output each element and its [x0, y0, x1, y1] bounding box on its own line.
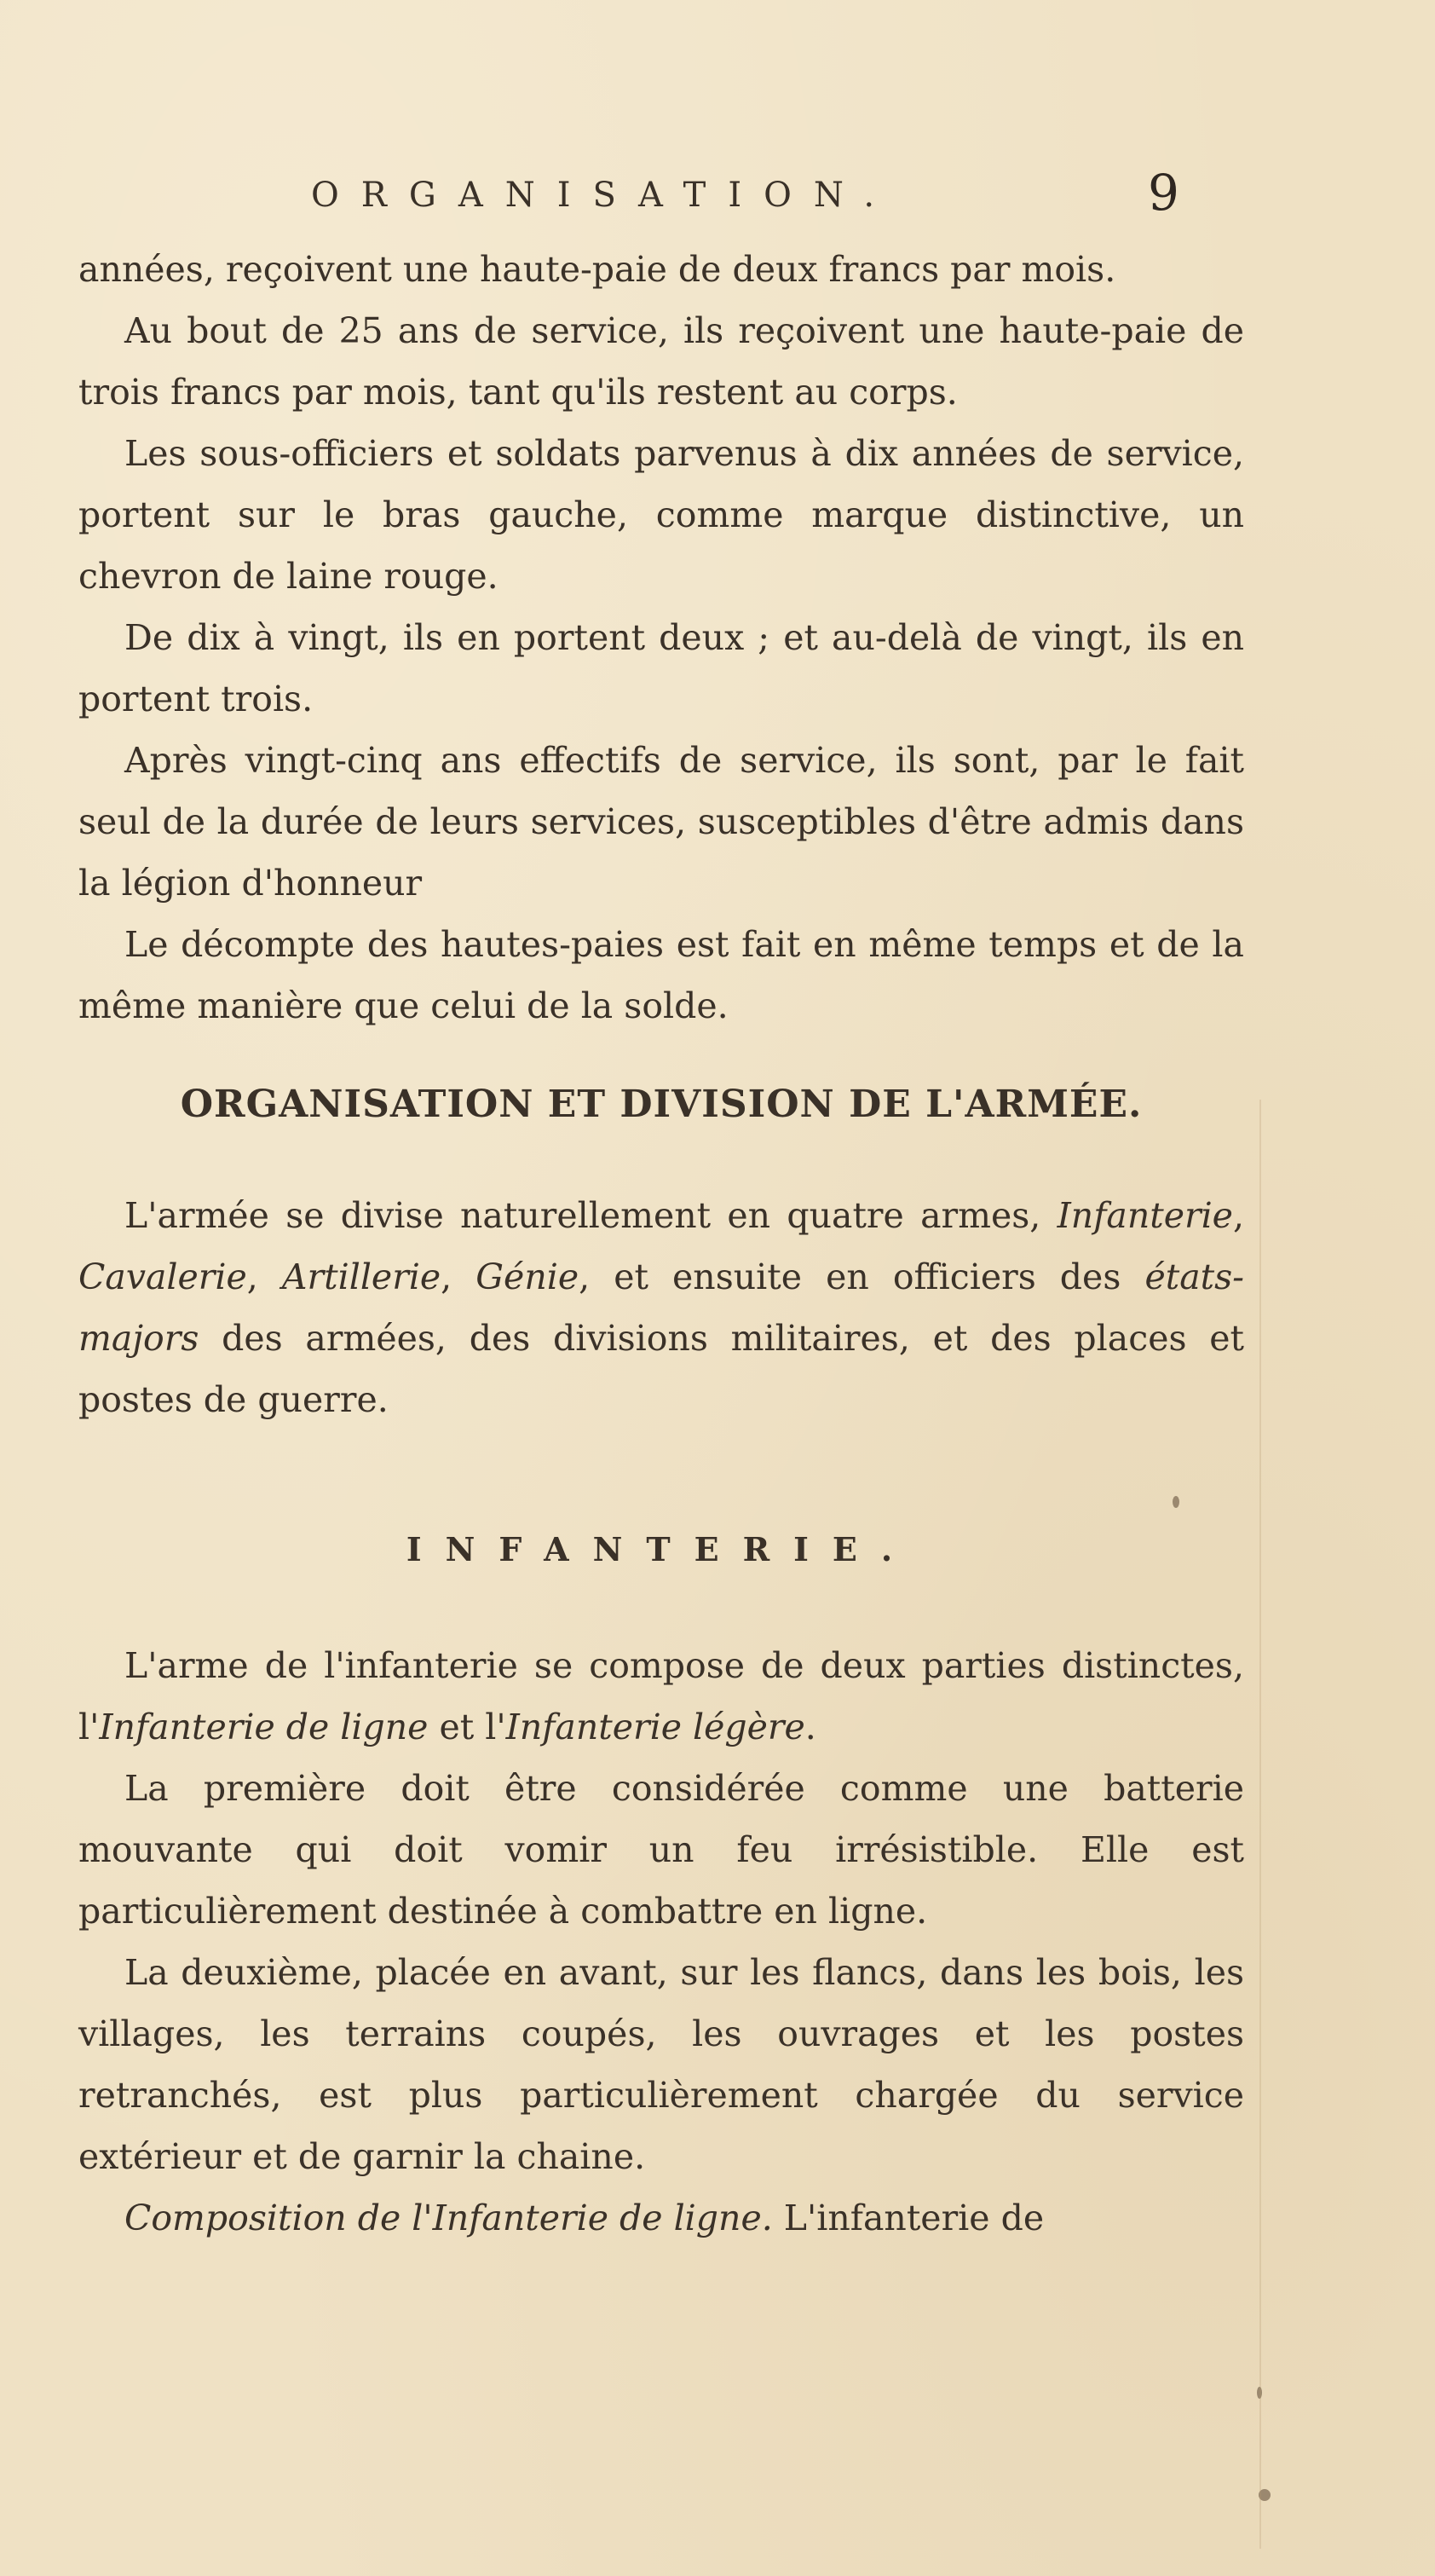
paragraph-legion-honneur: Après vingt-cinq ans effectifs de service, ils sont, par le fait seul de la durée de leurs services, susceptibles d'être admis dans la légion d'honneur: [78, 740, 1244, 904]
ink-speck: [1173, 1496, 1179, 1508]
armee-text-2: ,: [1232, 1195, 1244, 1236]
paragraph-deuxieme: La deuxième, placée en avant, sur les flancs, dans les bois, les villages, les terrains coupés, les ouvrages et les postes retranchés, est plus particulièrement chargée du service extérieur et de garnir la chaine.: [78, 1952, 1244, 2177]
infanterie-text-block: [78, 1635, 1244, 2249]
infanterie-text-2: et l': [428, 1707, 506, 1747]
infanterie-text-1: L'arme de l'infanterie se compose de deux parties distinctes, l': [78, 1645, 1244, 1747]
paragraph-continued: années, reçoivent une haute-paie de deux francs par mois.: [78, 249, 1116, 290]
paragraph-haute-paie: Au bout de 25 ans de service, ils reçoivent une haute-paie de trois francs par mois, tant qu'ils restent au corps.: [78, 310, 1244, 413]
paragraph-premiere: La première doit être considérée comme une batterie mouvante qui doit vomir un feu irrésistible. Elle est particulièrement destinée à combattre en ligne.: [78, 1768, 1244, 1932]
paragraph-armee-divisions: [78, 1185, 1244, 1430]
paragraph-composition: [78, 2187, 1244, 2249]
armee-text-6: des armées, des divisions militaires, et des places et postes de guerre.: [78, 1318, 1244, 1420]
armee-italic-etats-majors: états-majors: [78, 1256, 1245, 1359]
running-title: ORGANISATION.: [311, 176, 897, 215]
composition-italic: Composition de l'Infanterie de ligne.: [124, 2198, 773, 2238]
infanterie-italic-legere: Infanterie légère: [505, 1707, 805, 1747]
armee-italic-artillerie: Artillerie: [281, 1256, 441, 1297]
infanterie-italic-ligne: Infanterie de ligne: [99, 1707, 429, 1747]
armee-italic-infanterie: Infanterie: [1057, 1195, 1233, 1236]
armee-italic-cavalerie: Cavalerie: [78, 1256, 247, 1297]
paragraph-chevron: Les sous-officiers et soldats parvenus à dix années de service, portent sur le bras gauche, comme marque distinctive, un chevron de laine rouge.: [78, 433, 1244, 597]
top-text-block: [78, 239, 1244, 1037]
section-heading-organisation: ORGANISATION ET DIVISION DE L'ARMÉE.: [180, 1083, 1143, 1126]
paragraph-decompte: Le décompte des hautes-paies est fait en même temps et de la même manière que celui de la solde.: [78, 924, 1244, 1026]
page-number: 9: [1148, 164, 1179, 222]
running-head: [0, 164, 1435, 232]
armee-text-5: , et ensuite en officiers des: [579, 1256, 1145, 1297]
armee-text-3: ,: [246, 1256, 282, 1297]
armee-text-1: L'armée se divise naturellement en quatre armes,: [124, 1195, 1058, 1236]
infanterie-text-3: .: [804, 1707, 816, 1747]
page-edge-shadow: [1259, 1100, 1261, 2549]
armee-text-block: [78, 1185, 1244, 1430]
paragraph-infanterie-intro: [78, 1635, 1244, 1758]
composition-text: L'infanterie de: [772, 2198, 1045, 2238]
armee-italic-genie: Génie: [475, 1256, 579, 1297]
section-heading-infanterie: INFANTERIE.: [406, 1530, 917, 1568]
armee-text-4: ,: [441, 1256, 476, 1297]
paragraph-chevrons-count: De dix à vingt, ils en portent deux ; et au-delà de vingt, ils en portent trois.: [78, 617, 1244, 719]
